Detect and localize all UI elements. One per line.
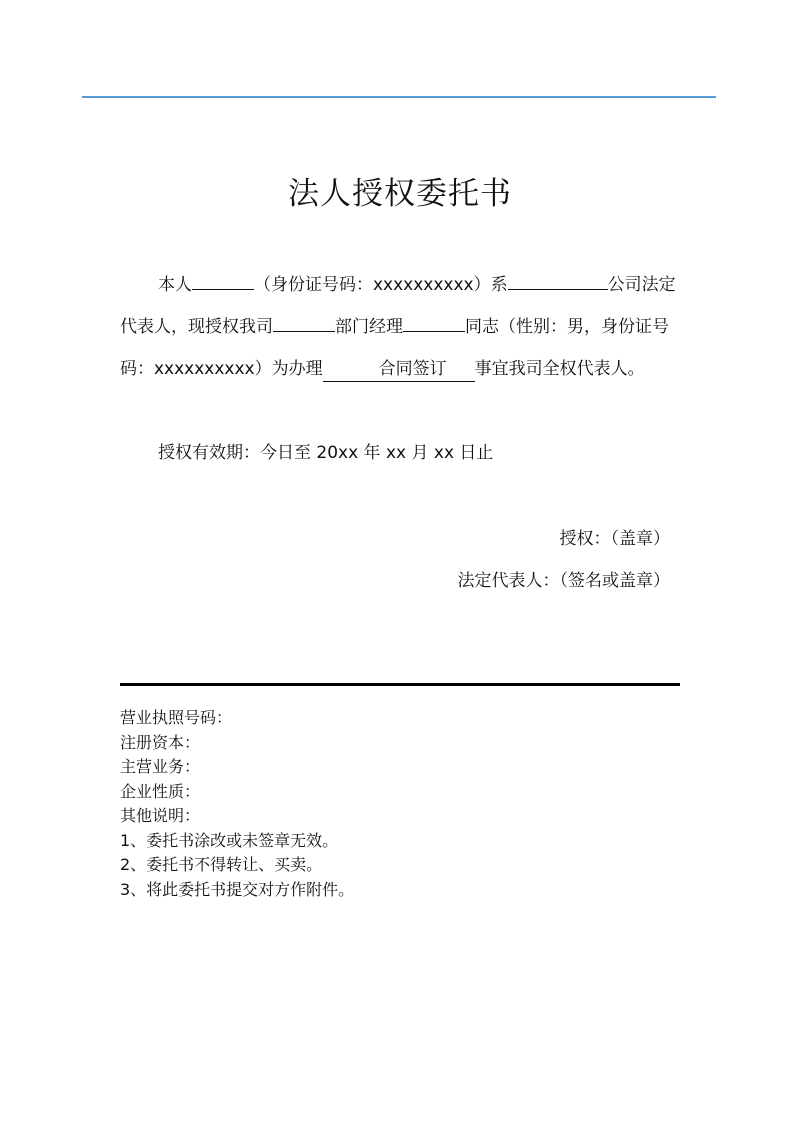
agent-info-text: 同志（性别：男，身份证号码：xxxxxxxxxx）为办理 <box>120 317 669 379</box>
main-business-label: 主营业务： <box>120 757 201 776</box>
legal-rep-signature: 法定代表人：（签名或盖章） <box>457 571 670 591</box>
authorization-paragraph <box>120 264 685 390</box>
company-info <box>120 706 354 902</box>
department-blank[interactable] <box>273 307 335 332</box>
validity-period: 授权有效期：今日至 20xx 年 xx 月 xx 日止 <box>158 443 494 463</box>
note-item: 2、委托书不得转让、买卖。 <box>120 855 323 874</box>
enterprise-nature-label: 企业性质： <box>120 781 201 801</box>
agent-name-blank[interactable] <box>403 307 465 332</box>
principal-label: 本人 <box>158 275 192 295</box>
registered-capital-label: 注册资本： <box>120 732 201 752</box>
notes-title: 其他说明： <box>120 806 201 825</box>
scope-text: 事宜我司全权代表人。 <box>474 359 645 379</box>
document-title: 法人授权委托书 <box>288 176 512 212</box>
authorizer-seal: 授权：（盖章） <box>559 529 670 549</box>
legal-rep-text: 公司法定代表人，现授权我司 <box>120 275 676 337</box>
matter-field[interactable]: 合同签订 <box>323 357 475 382</box>
note-item: 1、委托书涂改或未签章无效。 <box>120 830 339 850</box>
section-divider <box>120 683 680 686</box>
id-number-text: （身份证号码：xxxxxxxxxx）系 <box>254 275 508 295</box>
manager-text: 部门经理 <box>335 317 403 337</box>
license-number-label: 营业执照号码： <box>120 708 233 727</box>
principal-name-blank[interactable] <box>192 265 254 290</box>
company-name-blank[interactable] <box>508 265 608 290</box>
note-item: 3、将此委托书提交对方作附件。 <box>120 879 355 899</box>
header-rule <box>82 96 716 98</box>
